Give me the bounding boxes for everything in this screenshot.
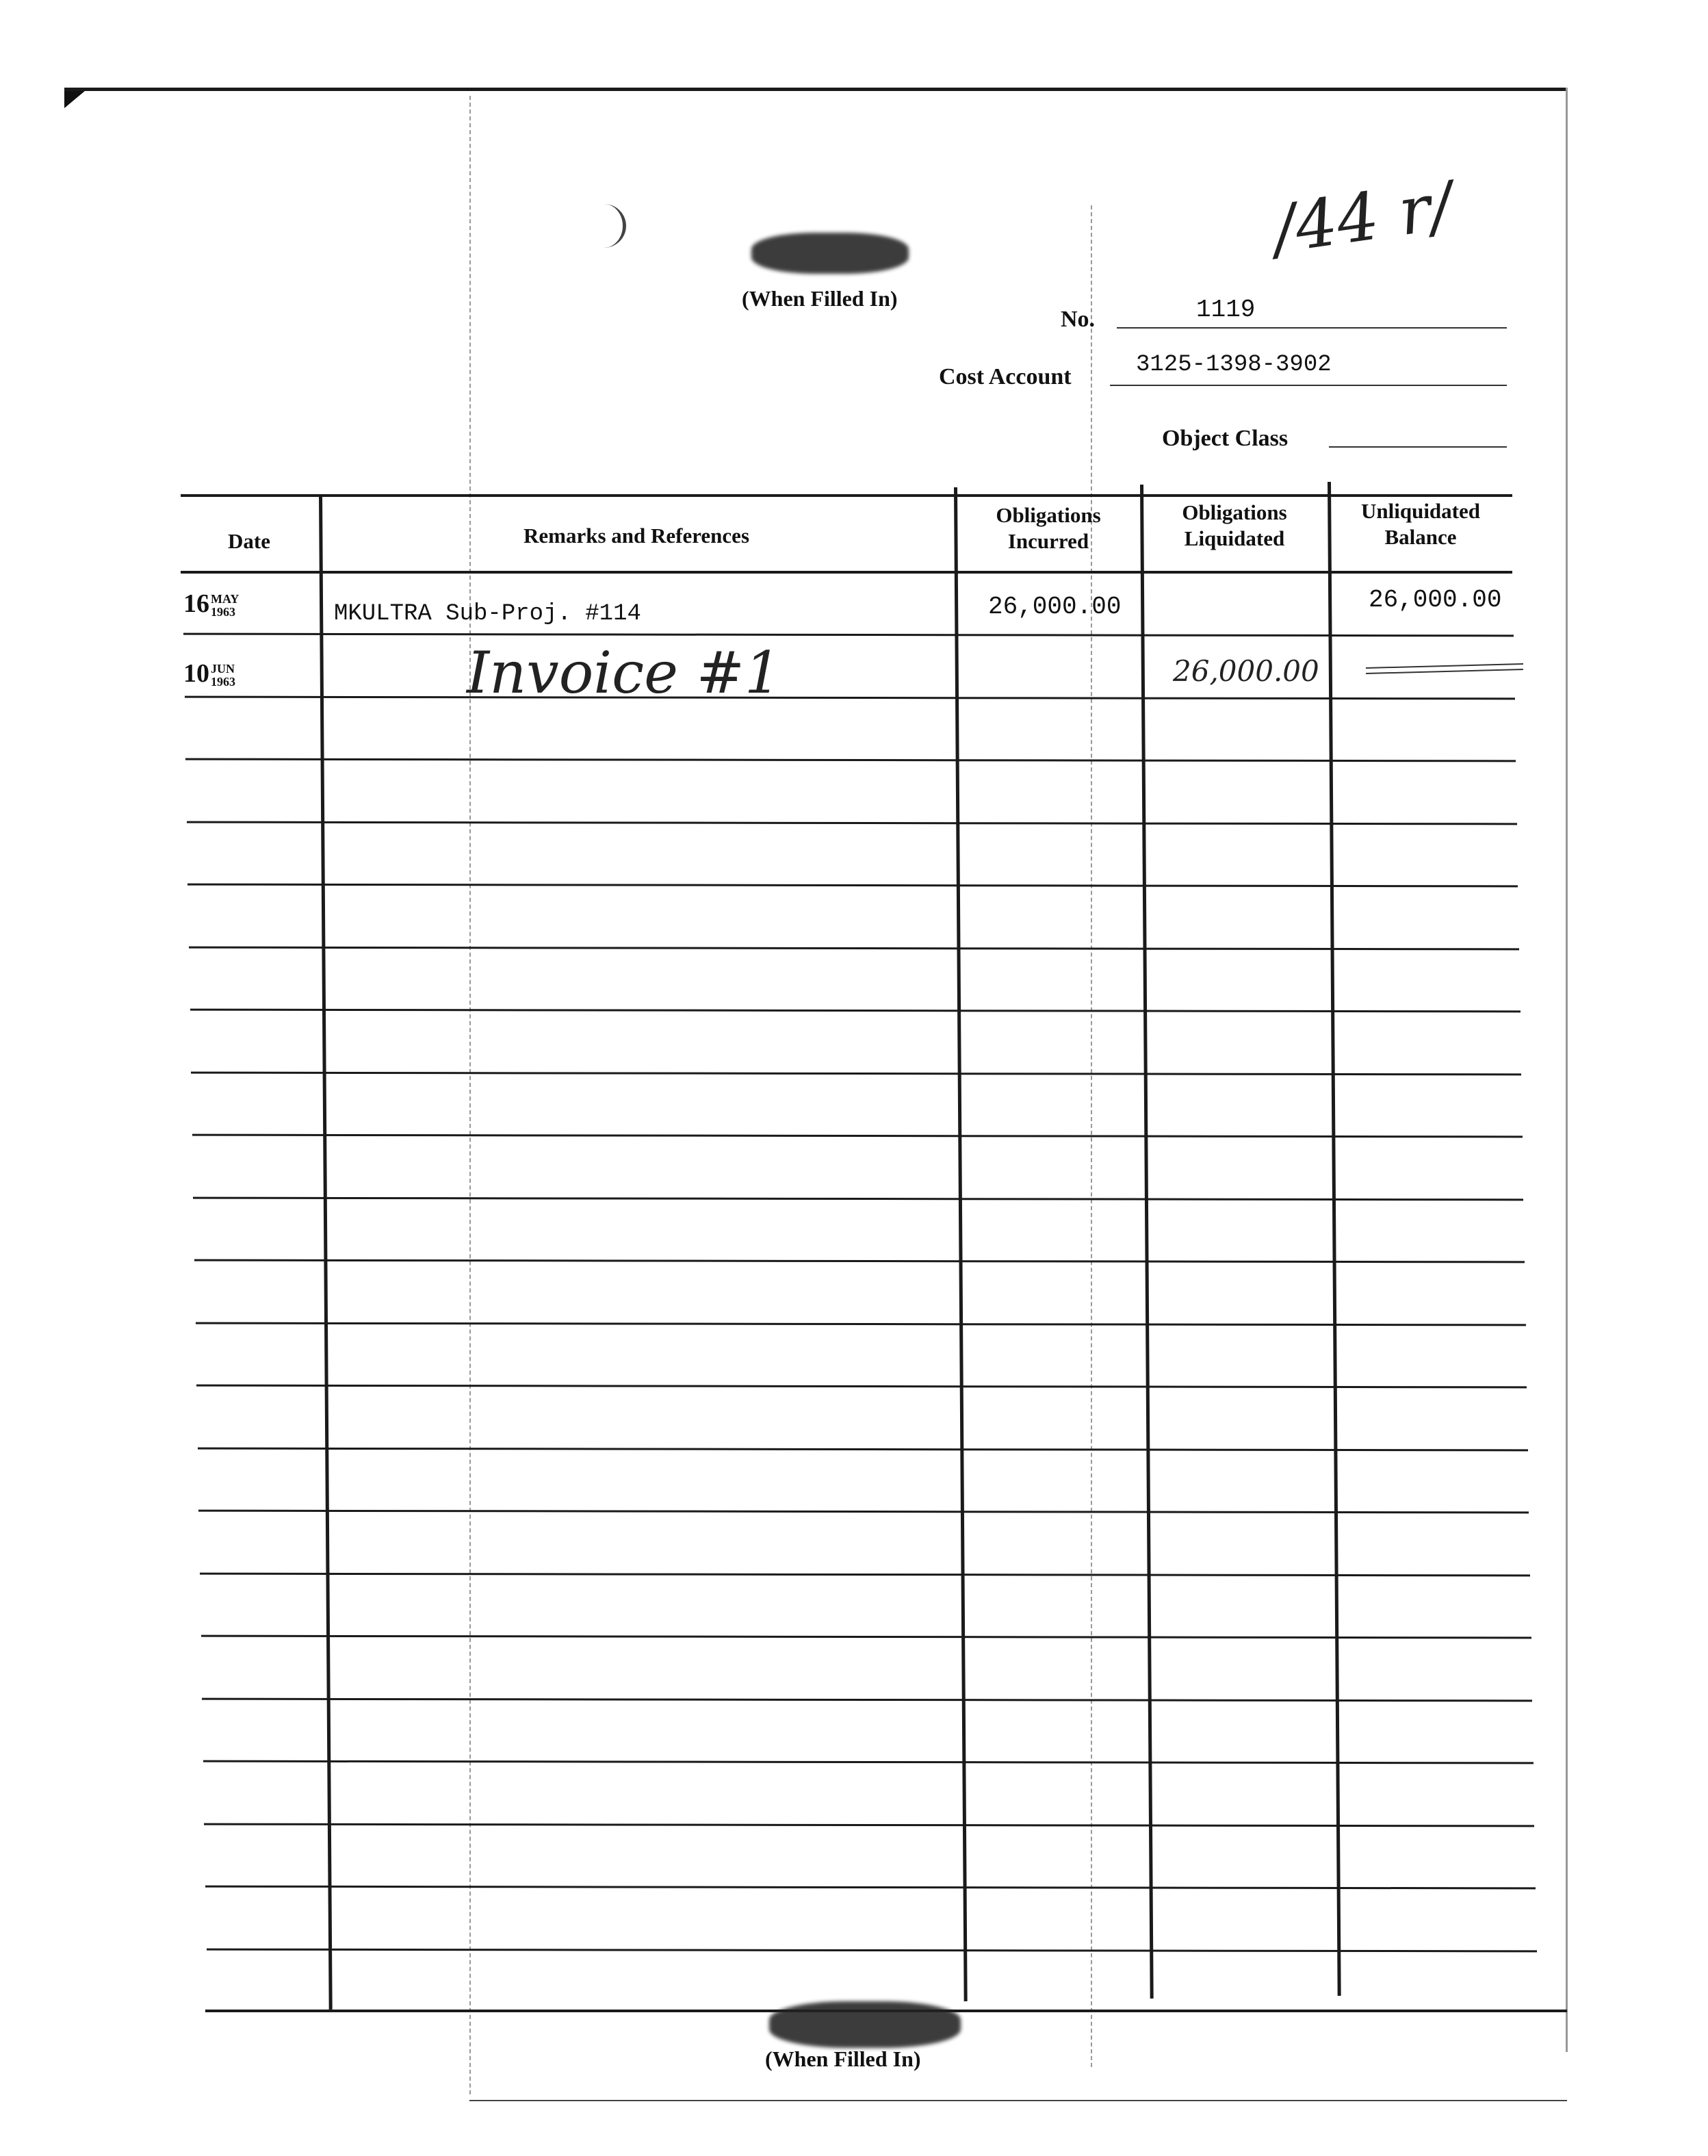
row-rule — [202, 1698, 1532, 1702]
row-rule — [185, 696, 1515, 700]
header-obligations-liquidated — [1144, 500, 1325, 552]
header-date: Date — [228, 529, 270, 553]
security-label-top: (When Filled In) — [742, 286, 898, 311]
row-2-year: 1963 — [211, 675, 235, 689]
row-rule — [190, 1009, 1521, 1013]
security-label-bottom: (When Filled In) — [765, 2046, 921, 2071]
row-2-remarks: Invoice #1 — [467, 639, 781, 706]
table-header-bottom-border — [181, 571, 1512, 574]
row-rule — [204, 1823, 1534, 1827]
row-rule — [187, 884, 1518, 888]
row-2-month: JUN — [211, 662, 235, 676]
row-1-incurred: 26,000.00 — [988, 593, 1122, 621]
header-liquidated-line2: Liquidated — [1184, 526, 1285, 550]
number-value: 1119 — [1196, 296, 1256, 324]
footer-rule — [469, 2100, 1567, 2101]
header-incurred-line1: Obligations — [996, 503, 1101, 527]
row-rule — [196, 1385, 1527, 1389]
number-label: No. — [1061, 307, 1096, 332]
balance-cancel-line-2 — [1366, 669, 1523, 674]
cost-account-value: 3125-1398-3902 — [1136, 352, 1332, 378]
row-rule — [201, 1635, 1531, 1639]
page-right-border — [1566, 88, 1568, 2052]
row-rule — [191, 1072, 1521, 1076]
header-incurred-line2: Incurred — [1007, 529, 1089, 553]
balance-cancel-line-1 — [1366, 663, 1523, 669]
header-balance-line2: Balance — [1384, 525, 1457, 549]
handwritten-reference: /44 r/ — [1268, 167, 1458, 268]
row-rule — [198, 1510, 1529, 1514]
row-rule — [203, 1760, 1534, 1764]
header-obligations-incurred — [958, 502, 1139, 554]
row-rule — [189, 947, 1519, 951]
redaction-mark-top — [751, 233, 909, 274]
row-rule — [194, 1259, 1525, 1263]
row-rule — [183, 633, 1514, 637]
row-1-year: 1963 — [211, 605, 235, 619]
column-divider-remarks — [954, 487, 968, 2001]
fold-line-left — [469, 96, 471, 2094]
object-class-underline — [1329, 446, 1507, 448]
number-underline — [1117, 327, 1507, 329]
header-balance-line1: Unliquidated — [1360, 499, 1480, 523]
row-rule — [185, 758, 1516, 762]
row-1-date — [183, 589, 239, 619]
row-rule — [193, 1197, 1523, 1201]
row-1-day: 16 — [183, 589, 209, 618]
row-rule — [192, 1134, 1523, 1138]
header-unliquidated-balance — [1330, 498, 1511, 550]
cost-account-underline — [1110, 385, 1507, 386]
row-1-balance: 26,000.00 — [1369, 586, 1502, 614]
header-remarks: Remarks and References — [523, 524, 750, 548]
column-divider-date — [319, 496, 333, 2010]
row-1-month: MAY — [211, 592, 240, 606]
handwritten-arc-mark — [582, 204, 626, 248]
header-liquidated-line1: Obligations — [1182, 500, 1287, 524]
row-2-day: 10 — [183, 659, 209, 688]
page-top-border — [64, 88, 1567, 91]
row-rule — [205, 1886, 1536, 1890]
row-2-date — [183, 658, 235, 689]
row-2-liquidated: 26,000.00 — [1173, 654, 1319, 688]
table-top-border — [181, 494, 1512, 497]
column-divider-liquidated — [1328, 482, 1341, 1996]
row-1-remarks: MKULTRA Sub-Proj. #114 — [334, 601, 641, 627]
row-rule — [187, 821, 1517, 825]
column-divider-incurred — [1140, 485, 1154, 1999]
object-class-label: Object Class — [1162, 426, 1289, 451]
redaction-mark-bottom — [769, 2001, 961, 2048]
row-rule — [196, 1322, 1526, 1326]
row-rule — [200, 1573, 1530, 1577]
cost-account-label: Cost Account — [939, 364, 1072, 389]
row-rule — [198, 1448, 1528, 1452]
